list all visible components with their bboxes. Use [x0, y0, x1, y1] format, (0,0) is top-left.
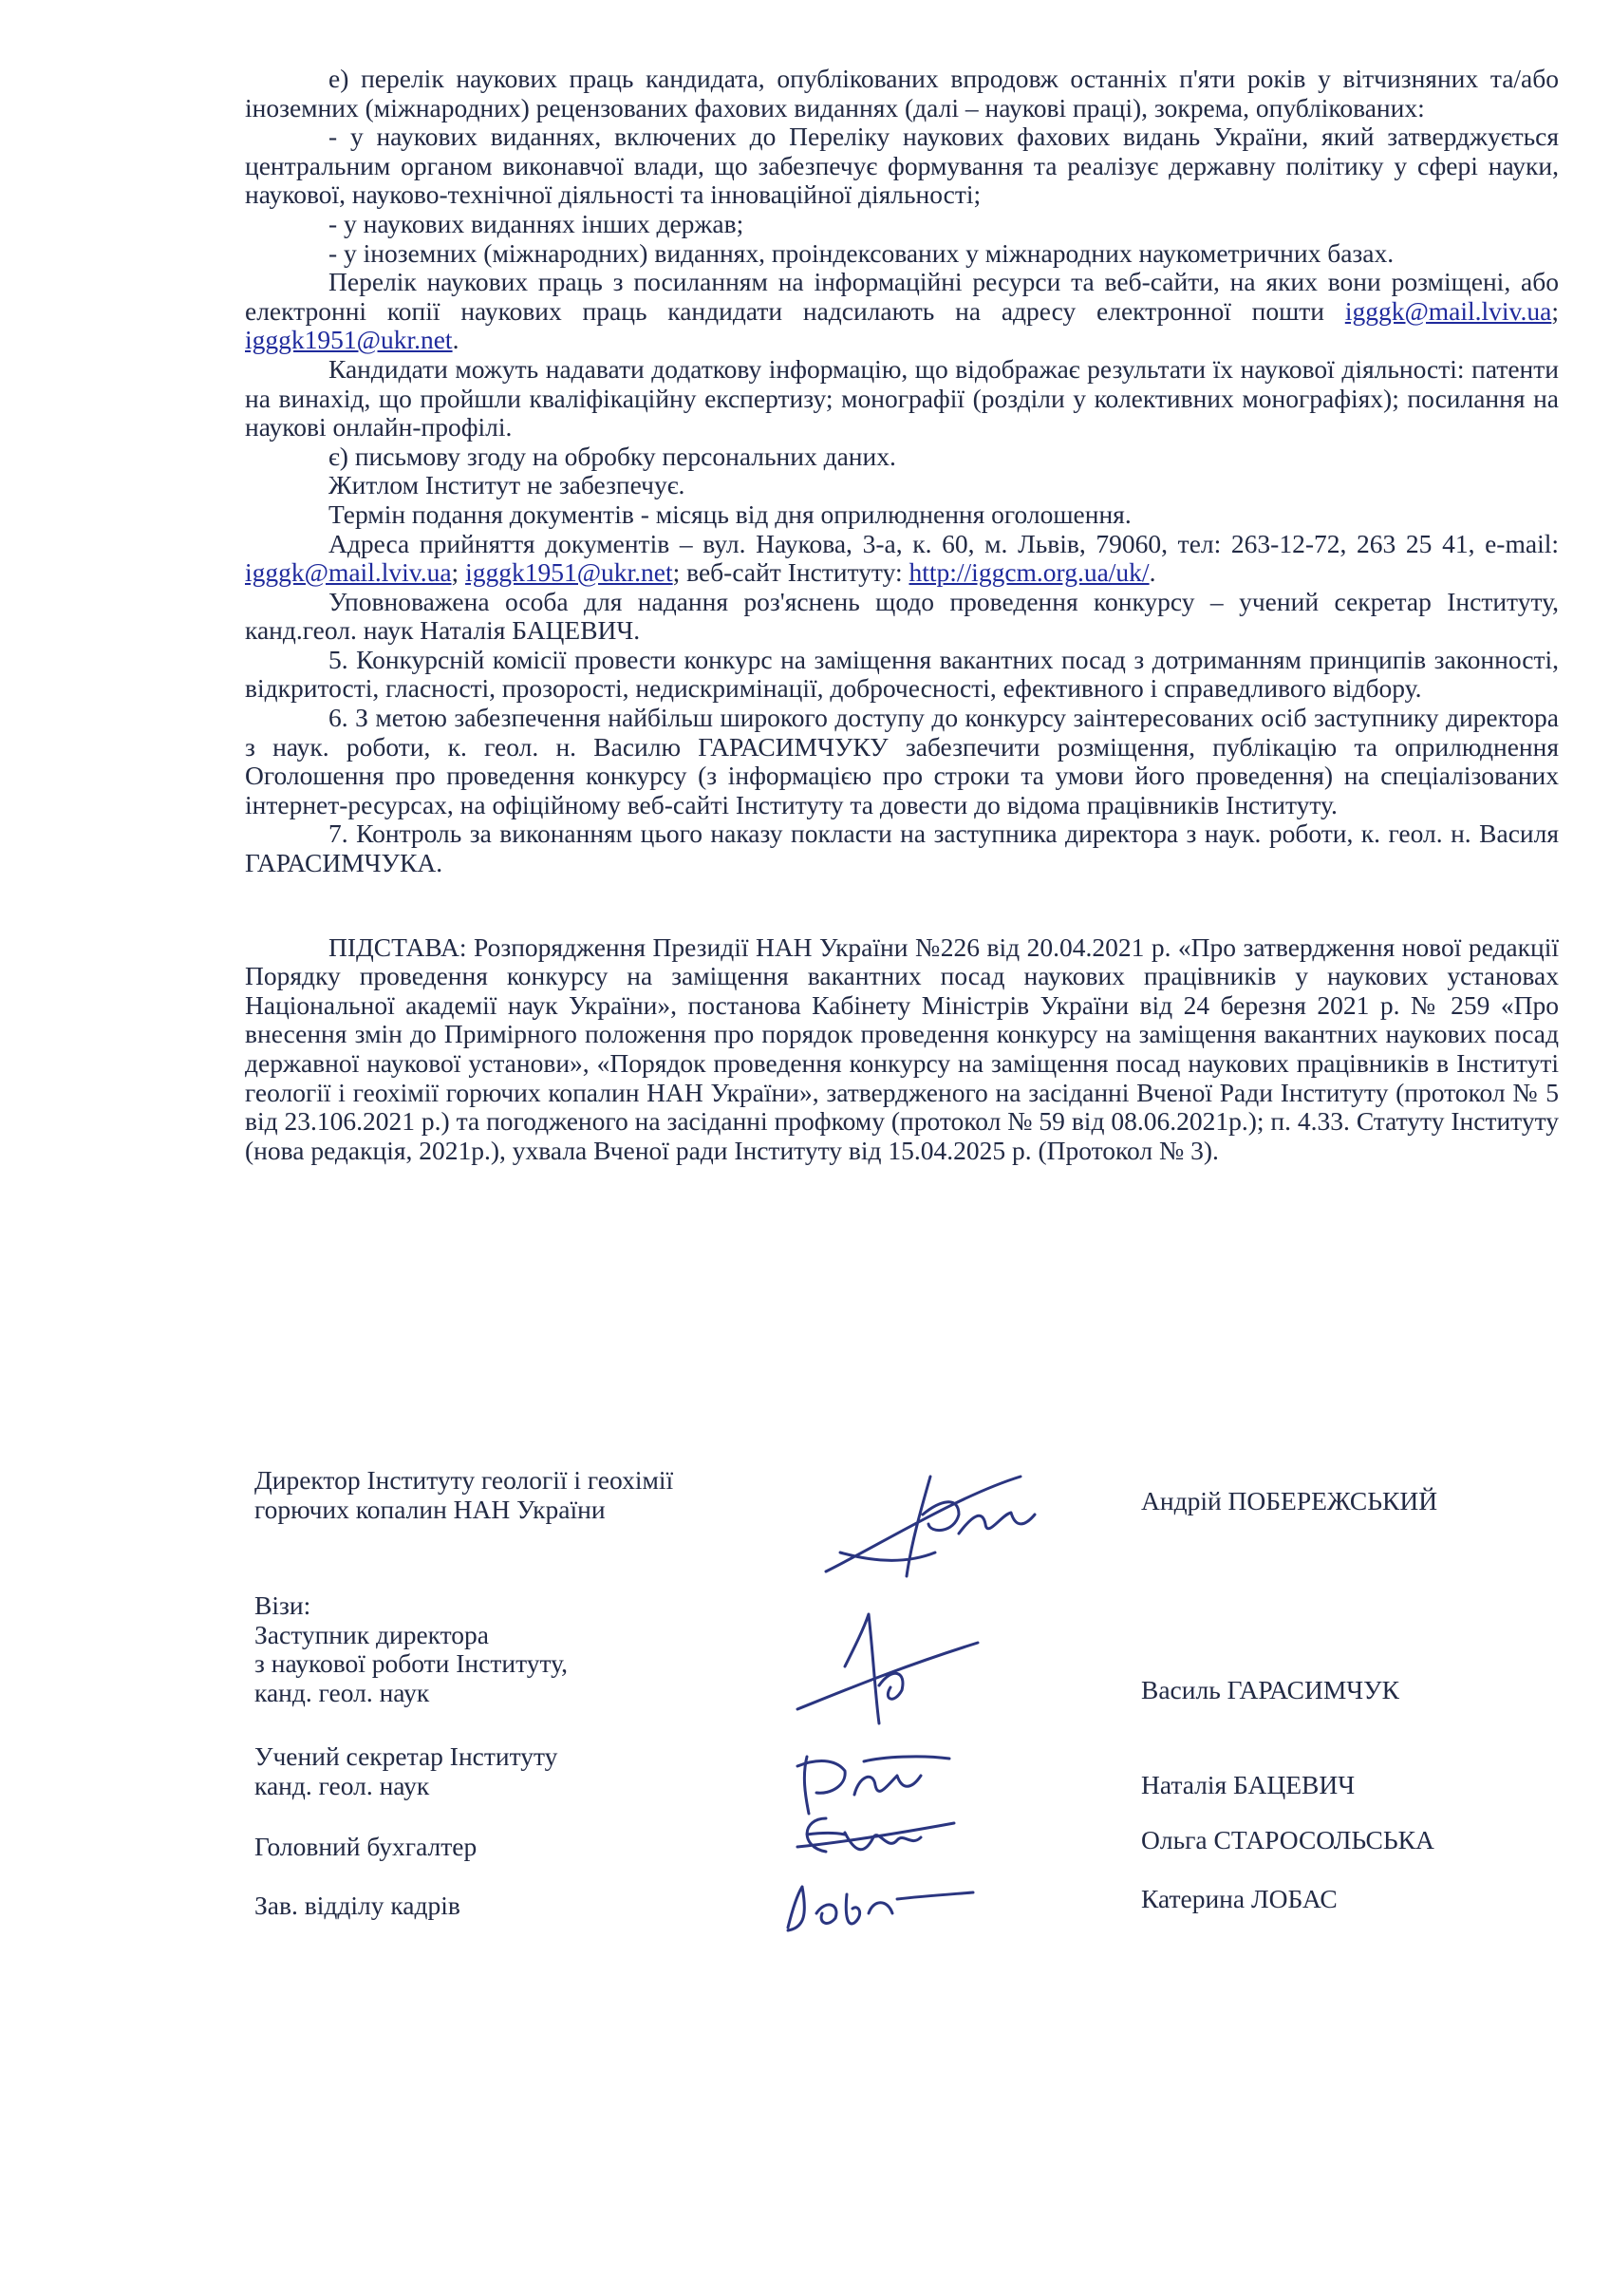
- sub-item-indexed-journals: - у іноземних (міжнародних) виданнях, проіндексованих у міжнародних наукометричних базах.: [328, 237, 1395, 268]
- item-e: е) перелік наукових праць кандидата, опублікованих впродовж останніх п'яти років у вітчизняних та/або іноземних (міжнародних) рецензованих фахових виданнях (далі – наукові праці), зокрема, опублікованих:: [245, 64, 1559, 122]
- address-email-link-1[interactable]: igggk@mail.lviv.ua: [245, 557, 452, 588]
- clause-7: 7. Контроль за виконанням цього наказу покласти на заступника директора з наук. роботи, к. геол. н. Василя ГАРАСИМЧУКА.: [245, 819, 1559, 878]
- website-link[interactable]: http://iggcm.org.ua/uk/: [909, 557, 1150, 588]
- item-ye: є) письмову згоду на обробку персональних даних.: [328, 441, 896, 471]
- order-body: [245, 65, 1559, 1165]
- accountant-name: Ольга СТАРОСОЛЬСЬКА: [1141, 1825, 1434, 1854]
- deputy-name: Василь ГАРАСИМЧУК: [1141, 1675, 1399, 1704]
- additional-info-paragraph: Кандидати можуть надавати додаткову інформацію, що відображає результати їх наукової діяльності: патенти на винахід, що пройшли кваліфікаційну експертизу; монографії (розділи у колективних монографіях); посилання на наукові онлайн-профілі.: [245, 353, 1559, 442]
- accountant-title: Головний бухгалтер: [254, 1832, 478, 1861]
- secretary-name: Наталія БАЦЕВИЧ: [1141, 1770, 1356, 1799]
- email-link-1[interactable]: igggk@mail.lviv.ua: [1344, 295, 1552, 326]
- sub-item-foreign-journals: - у наукових виданнях інших держав;: [328, 208, 744, 238]
- director-signature-icon: [816, 1458, 1054, 1600]
- clause-5: 5. Конкурсній комісії провести конкурс на заміщення вакантних посад з дотриманням принципів законності, відкритості, гласності, прозорості, недискримінації, доброчесності, ефективного і справедливого відбору.: [245, 644, 1559, 704]
- clause-6: 6. З метою забезпечення найбільш широкого доступу до конкурсу заінтересованих осіб заступнику директора з наук. роботи, к. геол. н. Василю ГАРАСИМЧУКУ забезпечити розміщення, публікацію та оприлюднення Оголошення про проведення конкурсу (з інформацією про строки та умови його проведення) на спеціалізованих інтернет-ресурсах, на офіційному веб-сайті Інституту та довести до відома працівників Інституту.: [245, 703, 1559, 819]
- director-name: Андрій ПОБЕРЕЖСЬКИЙ: [1141, 1486, 1438, 1515]
- basis-paragraph: ПІДСТАВА: Розпорядження Президії НАН України №226 від 20.04.2021 р. «Про затвердження нової редакції Порядку проведення конкурсу на заміщення вакантних посад наукових працівників у наукових установах Національної академії наук України», постанова Кабінету Міністрів України від 24 березня 2021 р. № 259 «Про внесення змін до Примірного положення про порядок проведення конкурсу на заміщення вакантних наукових посад державної наукової установи», «Порядок проведення конкурсу на заміщення посад наукових працівників в Інституті геології і геохімії горючих копалин НАН України», затвердженого на засіданні Вченої Ради Інституту (протокол № 5 від 23.106.2021 р.) та погодженого на засіданні профкому (протокол № 59 від 08.06.2021р.); п. 4.33. Статуту Інституту (нова редакція, 2021р.), ухвала Вченої ради Інституту від 15.04.2025 р. (Протокол № 3).: [245, 932, 1559, 1165]
- address-email-link-2[interactable]: igggk1951@ukr.net: [465, 557, 673, 588]
- deadline-note: Термін подання документів - місяць від дня оприлюднення оголошення.: [328, 499, 1132, 529]
- accountant-signature-icon: [788, 1804, 959, 1871]
- deputy-signature-icon: [788, 1600, 1006, 1733]
- hr-name: Катерина ЛОБАС: [1141, 1884, 1338, 1913]
- deputy-title: Візи: Заступник директора з наукової роботи Інституту, канд. геол. наук: [254, 1590, 569, 1707]
- email-link-2[interactable]: igggk1951@ukr.net: [245, 325, 453, 355]
- hr-title: Зав. відділу кадрів: [254, 1891, 460, 1920]
- hr-signature-icon: [759, 1875, 978, 1942]
- sub-item-ukraine-journals: - у наукових виданнях, включених до Переліку наукових фахових видань України, який затверджується центральним органом виконавчої влади, що забезпечує формування та реалізує державну політику у сфері науки, наукової, науково-технічної діяльності та інноваційної діяльності;: [245, 122, 1559, 210]
- secretary-title: Учений секретар Інституту канд. геол. наук: [254, 1741, 558, 1800]
- works-list-paragraph: Перелік наукових праць з посиланням на інформаційні ресурси та веб-сайти, на яких вони розміщені, або електронні копії наукових праць кандидати надсилають на адресу електронної пошти igggk@mail.lviv.ua; igggk1951@ukr.net.: [245, 267, 1559, 355]
- director-title: Директор Інституту геології і геохімії горючих копалин НАН України: [254, 1465, 674, 1524]
- contact-person-paragraph: Уповноважена особа для надання роз'яснень щодо проведення конкурсу – учений секретар Інституту, канд.геол. наук Наталія БАЦЕВИЧ.: [245, 586, 1559, 646]
- housing-note: Житлом Інститут не забезпечує.: [328, 470, 685, 500]
- address-paragraph: Адреса прийняття документів – вул. Наукова, 3-а, к. 60, м. Львів, 79060, тел: 263-12-72, 263 25 41, e-mail: igggk@mail.lviv.ua; igggk1951@ukr.net; веб-сайт Інституту: http://iggcm.org.ua/uk/.: [245, 528, 1559, 588]
